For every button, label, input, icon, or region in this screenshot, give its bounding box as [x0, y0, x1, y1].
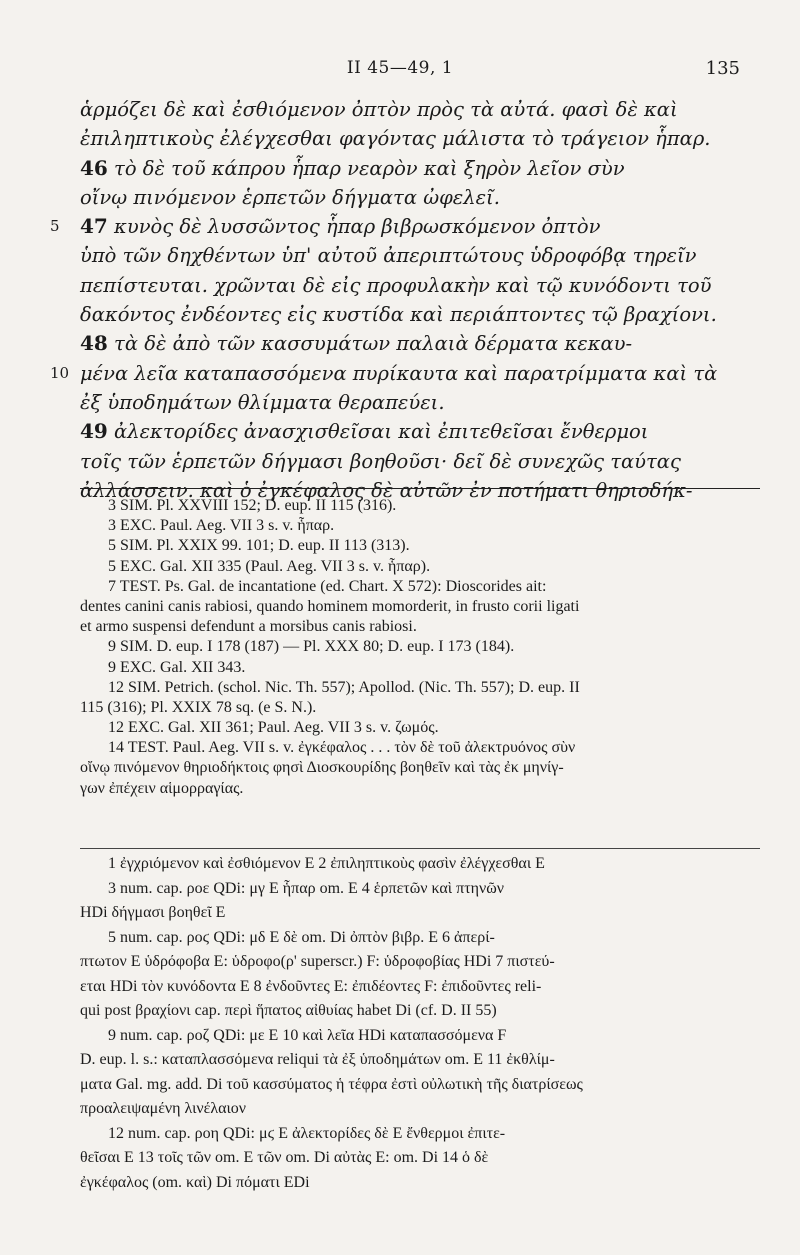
main-text-line: [80, 154, 760, 183]
main-text-line: [80, 241, 760, 270]
main-text-line: [80, 417, 760, 446]
running-head: II 45—49, 1: [346, 58, 454, 78]
main-text-content: ἀλεκτορίδες ἀνασχισθεῖσαι καὶ ἐπιτεθεῖσαι ἔνθερμοι: [114, 420, 649, 444]
main-text-line: [80, 447, 760, 476]
testimonia-line: 115 (316); Pl. XXIX 78 sq. (e S. N.).: [80, 698, 317, 716]
main-text-content: τοῖς τῶν ἑρπετῶν δήγμασι βοηθοῦσι· δεῖ δὲ συνεχῶς ταύτας: [80, 449, 681, 473]
main-text-content: ἁρμόζει δὲ καὶ ἐσθιόμενον ὀπτὸν πρὸς τὰ αὐτά. φασὶ δὲ καὶ: [80, 98, 678, 121]
main-text-content: τὸ δὲ τοῦ κάπρου ἧπαρ νεαρὸν καὶ ξηρὸν λεῖον σὺν: [114, 156, 625, 180]
main-text-content: κυνὸς δὲ λυσσῶντος ἧπαρ βιβρωσκόμενον ὀπτὸν: [114, 215, 601, 239]
critical-apparatus: [80, 852, 765, 1195]
main-text-content: οἴνῳ πινόμενον ἑρπετῶν δήγματα ὠφελεῖ.: [80, 185, 500, 209]
apparatus-line: εται HDi τὸν κυνόδοντα E 8 ἐνδοῦντες E: ἐπιδέοντες F: ἐπιδοῦντες reli-: [80, 977, 542, 995]
testimonia-line: οἴνῳ πινόμενον θηριοδήκτοις φησὶ Διοσκουρίδης βοηθεῖν καὶ τὰς ἐκ μηνίγ-: [80, 759, 564, 777]
line-number: 5: [50, 217, 60, 236]
apparatus-line: ματα Gal. mg. add. Di τοῦ κασσύματος ἡ τέφρα ἐστὶ οὐλωτικὴ τῆς διατρίσεως: [80, 1075, 583, 1093]
apparatus-line: 9 num. cap. ροζ QDi: με E 10 καὶ λεῖα HDi καταπασσόμενα F: [108, 1026, 507, 1044]
apparatus-line: D. eup. l. s.: καταπλασσόμενα reliqui τὰ ἐξ ὑποδημάτων om. E 11 ἐκθλίμ-: [80, 1051, 555, 1068]
apparatus-line: πτωτον E ὑδρόφοβα E: ὑδροφο(ρ' superscr.) F: ὑδροφοβίας HDi 7 πιστεύ-: [80, 953, 555, 970]
apparatus-divider: [80, 848, 760, 849]
testimonia-line: 3 EXC. Paul. Aeg. VII 3 s. v. ἧπαρ.: [108, 517, 335, 535]
line-number: 10: [50, 363, 70, 382]
testimonia-line: 12 SIM. Petrich. (schol. Nic. Th. 557); Apollod. (Nic. Th. 557); D. eup. II: [108, 678, 580, 696]
main-text-line: [80, 271, 760, 300]
main-text-content: μένα λεῖα καταπασσόμενα πυρίκαυτα καὶ παρατρίμματα καὶ τὰ: [80, 361, 718, 385]
main-text-line: [80, 388, 760, 417]
chapter-number: 46: [80, 155, 108, 180]
main-text-line: [80, 329, 760, 358]
testimonia-line: 9 EXC. Gal. XII 343.: [108, 658, 246, 676]
testimonia-line: 5 EXC. Gal. XII 335 (Paul. Aeg. VII 3 s. v. ἧπαρ).: [108, 557, 431, 575]
apparatus-line: 3 num. cap. ροε QDi: μγ E ἧπαρ om. E 4 ἑρπετῶν καὶ πτηνῶν: [108, 879, 504, 897]
main-text: [50, 95, 760, 505]
apparatus-line: προαλειψαμένη λινέλαιον: [80, 1100, 247, 1117]
main-text-content: ἐπιληπτικοὺς ἐλέγχεσθαι φαγόντας μάλιστα τὸ τράγειον ἧπαρ.: [80, 127, 711, 151]
testimonia-line: dentes canini canis rabiosi, quando hominem momorderit, in frusto corii ligati: [80, 597, 580, 615]
testimonia-apparatus: [80, 496, 765, 799]
apparatus-line: qui post βραχίονι cap. περὶ ἥπατος αἰθυίας habet Di (cf. D. II 55): [80, 1002, 497, 1019]
testimonia-line: 9 SIM. D. eup. I 178 (187) — Pl. XXX 80; D. eup. I 173 (184).: [108, 638, 515, 656]
apparatus-line: 1 ἐγχριόμενον καὶ ἐσθιόμενον E 2 ἐπιληπτικοὺς φασὶν ἐλέγχεσθαι E: [108, 855, 545, 872]
main-text-line: [50, 359, 760, 388]
main-text-content: ὑπὸ τῶν δηχθέντων ὑπ' αὐτοῦ ἀπεριπτώτους ὑδροφόβᾳ τηρεῖν: [80, 244, 697, 268]
text-divider: [80, 488, 760, 489]
testimonia-line: et armo suspensi defendunt a morsibus canis rabiosi.: [80, 618, 417, 636]
apparatus-line: 5 num. cap. ροϛ QDi: μδ E δὲ om. Di ὀπτὸν βιβρ. E 6 ἀπερί-: [108, 928, 495, 946]
main-text-content: ἀλλάσσειν. καὶ ὁ ἐγκέφαλος δὲ αὐτῶν ἐν ποτήματι θηριοδήκ-: [80, 478, 693, 502]
main-text-line: [80, 183, 760, 212]
main-text-line: [80, 124, 760, 153]
testimonia-line: 3 SIM. Pl. XXVIII 152; D. eup. II 115 (316).: [108, 497, 397, 514]
apparatus-line: θεῖσαι E 13 τοῖς τῶν om. E τῶν om. Di αὐτὰς E: om. Di 14 ὁ δὲ: [80, 1149, 489, 1166]
main-text-content: πεπίστευται. χρῶνται δὲ εἰς προφυλακὴν καὶ τῷ κυνόδοντι τοῦ: [80, 273, 712, 297]
apparatus-line: ἐγκέφαλος (om. καὶ) Di πόματι EDi: [80, 1173, 310, 1191]
chapter-number: 47: [80, 214, 108, 239]
testimonia-line: γων ἐπέχειν αἱμορραγίας.: [80, 779, 244, 797]
testimonia-line: 12 EXC. Gal. XII 361; Paul. Aeg. VII 3 s. v. ζωμός.: [108, 719, 439, 737]
chapter-number: 49: [80, 419, 108, 444]
page-number: 135: [705, 58, 740, 79]
main-text-content: ἐξ ὑποδημάτων θλίμματα θεραπεύει.: [80, 390, 445, 414]
chapter-number: 48: [80, 331, 108, 356]
main-text-content: τὰ δὲ ἀπὸ τῶν κασσυμάτων παλαιὰ δέρματα κεκαυ-: [114, 332, 633, 356]
testimonia-line: 14 TEST. Paul. Aeg. VII s. v. ἐγκέφαλος . . . τὸν δὲ τοῦ ἀλεκτρυόνος σὺν: [108, 739, 576, 757]
main-text-line: [80, 95, 760, 124]
testimonia-line: 5 SIM. Pl. XXIX 99. 101; D. eup. II 113 (313).: [108, 537, 410, 555]
main-text-line: [80, 300, 760, 329]
main-text-content: δακόντος ἐνδέοντες εἰς κυστίδα καὶ περιάπτοντες τῷ βραχίονι.: [80, 303, 717, 327]
apparatus-line: HDi δήγμασι βοηθεῖ E: [80, 904, 226, 921]
testimonia-line: 7 TEST. Ps. Gal. de incantatione (ed. Chart. X 572): Dioscorides ait:: [108, 577, 547, 595]
main-text-line: [50, 212, 760, 241]
apparatus-line: 12 num. cap. ροη QDi: μϛ E ἀλεκτορίδες δὲ E ἔνθερμοι ἐπιτε-: [108, 1124, 506, 1142]
page-header: [60, 58, 740, 88]
